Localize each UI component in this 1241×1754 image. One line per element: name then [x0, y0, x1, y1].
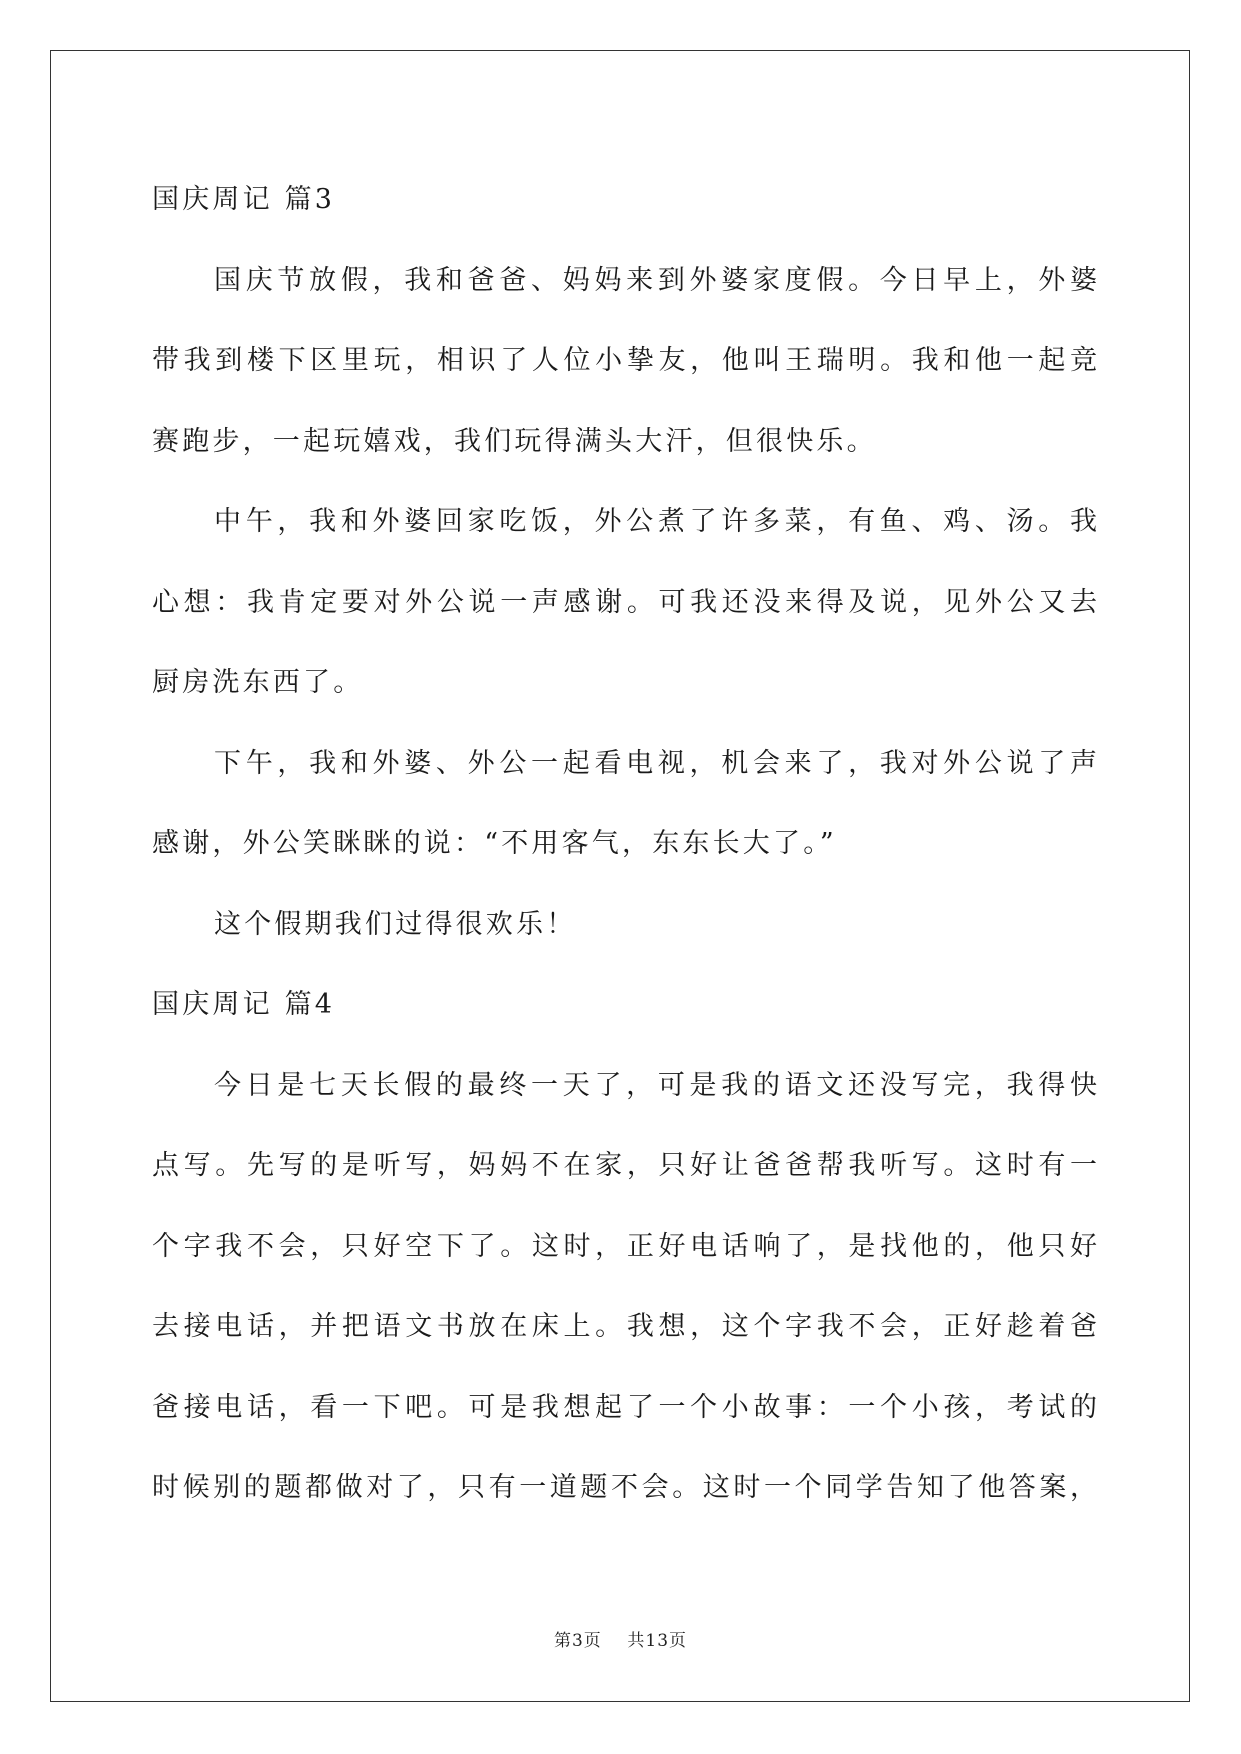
paragraph-line: 国庆节放假，我和爸爸、妈妈来到外婆家度假。今日早上，外婆	[214, 264, 1097, 296]
paragraph-line: 中午，我和外婆回家吃饭，外公煮了许多菜，有鱼、鸡、汤。我	[214, 506, 1097, 537]
paragraph-line: 心想：我肯定要对外公说一声感谢。可我还没来得及说，见外公又去	[152, 586, 1097, 618]
paragraph-line: 这个假期我们过得很欢乐！	[214, 908, 577, 940]
paragraph-line: 带我到楼下区里玩，相识了人位小挚友，他叫王瑞明。我和他一起竞	[152, 345, 1097, 376]
paragraph-line: 今日是七天长假的最终一天了，可是我的语文还没写完，我得快	[214, 1069, 1097, 1101]
paragraph-line: 个字我不会，只好空下了。这时，正好电话响了，是找他的，他只好	[152, 1230, 1097, 1262]
page-footer	[0, 1626, 1241, 1651]
paragraph-line: 点写。先写的是听写，妈妈不在家，只好让爸爸帮我听写。这时有一	[152, 1150, 1097, 1181]
paragraph-line: 感谢，外公笑眯眯的说：“不用客气，东东长大了。”	[152, 828, 837, 859]
paragraph-line: 厨房洗东西了。	[152, 667, 364, 698]
paragraph-line: 爸接电话，看一下吧。可是我想起了一个小故事：一个小孩，考试的	[152, 1391, 1097, 1423]
page-total: 共13页	[627, 1631, 688, 1651]
paragraph-line: 下午，我和外婆、外公一起看电视，机会来了，我对外公说了声	[214, 747, 1097, 779]
page-number: 第3页	[553, 1631, 602, 1651]
section-heading: 国庆周记 篇3	[152, 184, 336, 215]
paragraph-line: 赛跑步，一起玩嬉戏，我们玩得满头大汗，但很快乐。	[152, 425, 877, 457]
paragraph-line: 时候别的题都做对了，只有一道题不会。这时一个同学告知了他答案，	[152, 1472, 1097, 1503]
section-heading: 国庆周记 篇4	[152, 989, 336, 1020]
document-body	[152, 160, 1097, 1529]
paragraph-line: 去接电话，并把语文书放在床上。我想，这个字我不会，正好趁着爸	[152, 1311, 1097, 1342]
